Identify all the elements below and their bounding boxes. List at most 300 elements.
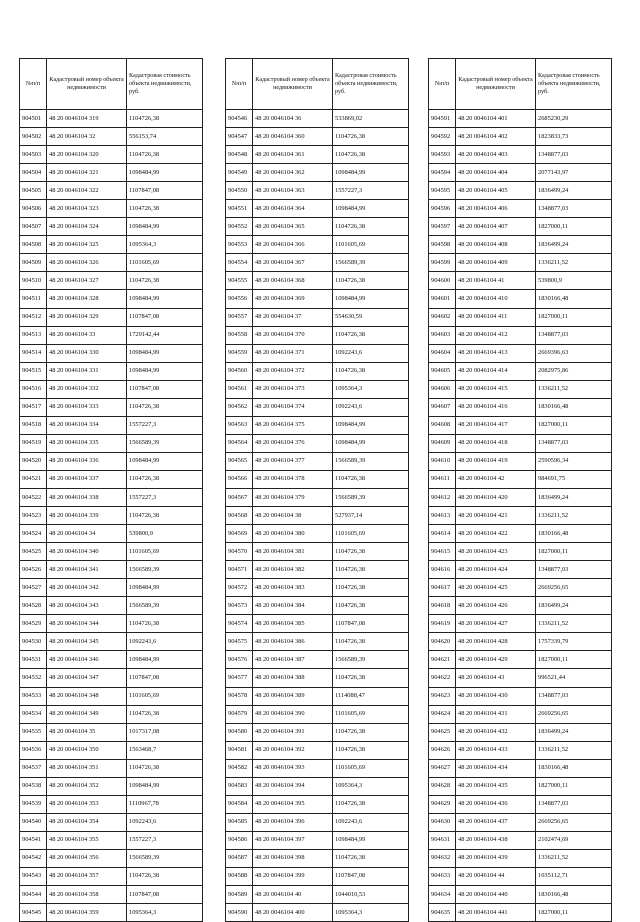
- row-number-cell: 904576: [226, 651, 253, 669]
- table-row: [429, 110, 612, 128]
- table-row: [226, 416, 409, 434]
- cadastral-number-cell: 48 20 0046104 435: [456, 777, 536, 795]
- cadastral-value-cell: 1836499,24: [536, 182, 612, 200]
- row-number-cell: 904604: [429, 344, 456, 362]
- cadastral-value-cell: 1566589,39: [333, 488, 409, 506]
- table-row: [226, 128, 409, 146]
- cadastral-value-cell: 1107847,08: [127, 380, 203, 398]
- cadastral-number-cell: 48 20 0046104 388: [253, 669, 333, 687]
- cadastral-table-2: [225, 58, 409, 922]
- cadastral-value-cell: 1101605,69: [127, 254, 203, 272]
- table-row: [429, 579, 612, 597]
- table-row: [20, 777, 203, 795]
- header-cadastral-value: Кадастровая стоимость объекта недвижимости, руб.: [536, 59, 612, 110]
- cadastral-value-cell: 1827000,11: [536, 218, 612, 236]
- row-number-cell: 904504: [20, 164, 47, 182]
- row-number-cell: 904553: [226, 236, 253, 254]
- row-number-cell: 904546: [226, 110, 253, 128]
- row-number-cell: 904544: [20, 886, 47, 904]
- cadastral-number-cell: 48 20 0046104 378: [253, 470, 333, 488]
- cadastral-number-cell: 48 20 0046104 330: [47, 344, 127, 362]
- cadastral-value-cell: 1830166,48: [536, 886, 612, 904]
- cadastral-number-cell: 48 20 0046104 369: [253, 290, 333, 308]
- cadastral-number-cell: 48 20 0046104 417: [456, 416, 536, 434]
- table-row: [226, 398, 409, 416]
- table-row: [20, 452, 203, 470]
- cadastral-number-cell: 48 20 0046104 440: [456, 886, 536, 904]
- cadastral-value-cell: 1104726,38: [333, 326, 409, 344]
- cadastral-value-cell: 1757339,79: [536, 633, 612, 651]
- cadastral-value-cell: 2590596,34: [536, 452, 612, 470]
- row-number-cell: 904528: [20, 597, 47, 615]
- cadastral-value-cell: 1827000,11: [536, 651, 612, 669]
- row-number-cell: 904526: [20, 561, 47, 579]
- row-number-cell: 904621: [429, 651, 456, 669]
- table-row: [20, 416, 203, 434]
- row-number-cell: 904572: [226, 579, 253, 597]
- cadastral-value-cell: 1827000,11: [536, 416, 612, 434]
- row-number-cell: 904507: [20, 218, 47, 236]
- cadastral-value-cell: 1104726,38: [333, 633, 409, 651]
- table-row: [226, 741, 409, 759]
- cadastral-number-cell: 48 20 0046104 422: [456, 525, 536, 543]
- table-row: [20, 741, 203, 759]
- cadastral-value-cell: 1104726,38: [333, 579, 409, 597]
- row-number-cell: 904513: [20, 326, 47, 344]
- cadastral-number-cell: 48 20 0046104 335: [47, 434, 127, 452]
- cadastral-value-cell: 1104726,38: [127, 759, 203, 777]
- cadastral-value-cell: 1107847,08: [127, 669, 203, 687]
- table-row: [429, 669, 612, 687]
- table-row: [429, 633, 612, 651]
- cadastral-value-cell: 1017317,08: [127, 723, 203, 741]
- cadastral-value-cell: 1827000,11: [536, 904, 612, 922]
- row-number-cell: 904559: [226, 344, 253, 362]
- cadastral-value-cell: 1092243,6: [333, 398, 409, 416]
- table-row: [226, 633, 409, 651]
- table-row: [226, 687, 409, 705]
- cadastral-number-cell: 48 20 0046104 408: [456, 236, 536, 254]
- cadastral-value-cell: 1348877,03: [536, 561, 612, 579]
- cadastral-number-cell: 48 20 0046104 404: [456, 164, 536, 182]
- cadastral-value-cell: 1104726,38: [333, 218, 409, 236]
- cadastral-value-cell: 1104726,38: [333, 849, 409, 867]
- row-number-cell: 904515: [20, 362, 47, 380]
- cadastral-value-cell: 1830166,48: [536, 525, 612, 543]
- row-number-cell: 904558: [226, 326, 253, 344]
- table-row: [226, 200, 409, 218]
- table-row: [429, 597, 612, 615]
- cadastral-value-cell: 1104726,38: [333, 597, 409, 615]
- cadastral-number-cell: 48 20 0046104 392: [253, 741, 333, 759]
- cadastral-number-cell: 48 20 0046104 36: [253, 110, 333, 128]
- row-number-cell: 904566: [226, 470, 253, 488]
- row-number-cell: 904600: [429, 272, 456, 290]
- row-number-cell: 904624: [429, 705, 456, 723]
- row-number-cell: 904603: [429, 326, 456, 344]
- cadastral-value-cell: 1098484,99: [333, 200, 409, 218]
- table-row: [20, 218, 203, 236]
- row-number-cell: 904503: [20, 146, 47, 164]
- cadastral-value-cell: 2102474,69: [536, 831, 612, 849]
- row-number-cell: 904529: [20, 615, 47, 633]
- table-row: [226, 543, 409, 561]
- table-row: [20, 164, 203, 182]
- cadastral-value-cell: 527937,14: [333, 507, 409, 525]
- table-row: [226, 813, 409, 831]
- table-row: [20, 326, 203, 344]
- cadastral-value-cell: 1098484,99: [333, 416, 409, 434]
- table-row: [429, 326, 612, 344]
- cadastral-number-cell: 48 20 0046104 343: [47, 597, 127, 615]
- cadastral-value-cell: 1566589,39: [127, 849, 203, 867]
- header-cadastral-value: Кадастровая стоимость объекта недвижимости, руб.: [127, 59, 203, 110]
- cadastral-number-cell: 48 20 0046104 398: [253, 849, 333, 867]
- cadastral-number-cell: 48 20 0046104 354: [47, 813, 127, 831]
- cadastral-value-cell: 533869,02: [333, 110, 409, 128]
- cadastral-value-cell: 1827000,11: [536, 308, 612, 326]
- cadastral-number-cell: 48 20 0046104 41: [456, 272, 536, 290]
- table-row: [226, 272, 409, 290]
- row-number-cell: 904605: [429, 362, 456, 380]
- cadastral-value-cell: 1348877,03: [536, 434, 612, 452]
- table-row: [226, 326, 409, 344]
- row-number-cell: 904628: [429, 777, 456, 795]
- row-number-cell: 904506: [20, 200, 47, 218]
- table-row: [20, 849, 203, 867]
- row-number-cell: 904596: [429, 200, 456, 218]
- row-number-cell: 904508: [20, 236, 47, 254]
- table-row: [429, 164, 612, 182]
- row-number-cell: 904505: [20, 182, 47, 200]
- cadastral-value-cell: 1098484,99: [127, 290, 203, 308]
- row-number-cell: 904589: [226, 886, 253, 904]
- row-number-cell: 904534: [20, 705, 47, 723]
- cadastral-number-cell: 48 20 0046104 411: [456, 308, 536, 326]
- row-number-cell: 904573: [226, 597, 253, 615]
- cadastral-number-cell: 48 20 0046104 430: [456, 687, 536, 705]
- cadastral-number-cell: 48 20 0046104 399: [253, 867, 333, 885]
- cadastral-number-cell: 48 20 0046104 410: [456, 290, 536, 308]
- cadastral-value-cell: 1830166,48: [536, 759, 612, 777]
- cadastral-value-cell: 1336211,52: [536, 507, 612, 525]
- cadastral-number-cell: 48 20 0046104 350: [47, 741, 127, 759]
- table-row: [20, 795, 203, 813]
- cadastral-value-cell: 1566589,39: [333, 254, 409, 272]
- row-number-cell: 904532: [20, 669, 47, 687]
- cadastral-number-cell: 48 20 0046104 338: [47, 488, 127, 506]
- table-row: [20, 886, 203, 904]
- cadastral-value-cell: 1104726,38: [333, 272, 409, 290]
- table-row: [20, 110, 203, 128]
- row-number-cell: 904531: [20, 651, 47, 669]
- table-row: [226, 362, 409, 380]
- row-number-cell: 904630: [429, 813, 456, 831]
- row-number-cell: 904514: [20, 344, 47, 362]
- table-row: [226, 525, 409, 543]
- cadastral-number-cell: 48 20 0046104 319: [47, 110, 127, 128]
- cadastral-value-cell: 1104726,38: [127, 615, 203, 633]
- cadastral-number-cell: 48 20 0046104 416: [456, 398, 536, 416]
- header-num: №п/п: [429, 59, 456, 110]
- row-number-cell: 904606: [429, 380, 456, 398]
- table-row: [429, 434, 612, 452]
- row-number-cell: 904561: [226, 380, 253, 398]
- table-row: [226, 904, 409, 922]
- row-number-cell: 904601: [429, 290, 456, 308]
- cadastral-value-cell: 1104726,38: [333, 146, 409, 164]
- row-number-cell: 904620: [429, 633, 456, 651]
- cadastral-value-cell: 539800,9: [536, 272, 612, 290]
- row-number-cell: 904594: [429, 164, 456, 182]
- table-row: [429, 831, 612, 849]
- row-number-cell: 904632: [429, 849, 456, 867]
- cadastral-value-cell: 1104726,38: [127, 470, 203, 488]
- table-row: [20, 633, 203, 651]
- cadastral-number-cell: 48 20 0046104 348: [47, 687, 127, 705]
- cadastral-number-cell: 48 20 0046104 405: [456, 182, 536, 200]
- row-number-cell: 904516: [20, 380, 47, 398]
- cadastral-value-cell: 556153,74: [127, 128, 203, 146]
- cadastral-value-cell: 2669256,65: [536, 813, 612, 831]
- row-number-cell: 904512: [20, 308, 47, 326]
- cadastral-number-cell: 48 20 0046104 406: [456, 200, 536, 218]
- cadastral-value-cell: 1566589,39: [333, 452, 409, 470]
- cadastral-value-cell: 1095364,3: [333, 904, 409, 922]
- cadastral-value-cell: 1101605,69: [333, 705, 409, 723]
- cadastral-number-cell: 48 20 0046104 425: [456, 579, 536, 597]
- cadastral-value-cell: 1336211,52: [536, 615, 612, 633]
- table-row: [226, 849, 409, 867]
- cadastral-value-cell: 1107847,08: [127, 308, 203, 326]
- cadastral-value-cell: 1563468,7: [127, 741, 203, 759]
- row-number-cell: 904592: [429, 128, 456, 146]
- cadastral-number-cell: 48 20 0046104 33: [47, 326, 127, 344]
- cadastral-number-cell: 48 20 0046104 341: [47, 561, 127, 579]
- cadastral-value-cell: 1095364,3: [333, 777, 409, 795]
- row-number-cell: 904590: [226, 904, 253, 922]
- table-row: [20, 723, 203, 741]
- table-row: [226, 218, 409, 236]
- table-row: [226, 561, 409, 579]
- cadastral-value-cell: 1107847,08: [333, 867, 409, 885]
- table-row: [20, 290, 203, 308]
- cadastral-value-cell: 539800,9: [127, 525, 203, 543]
- row-number-cell: 904607: [429, 398, 456, 416]
- row-number-cell: 904562: [226, 398, 253, 416]
- row-number-cell: 904614: [429, 525, 456, 543]
- table-row: [20, 308, 203, 326]
- table-row: [429, 488, 612, 506]
- row-number-cell: 904622: [429, 669, 456, 687]
- row-number-cell: 904567: [226, 488, 253, 506]
- row-number-cell: 904521: [20, 470, 47, 488]
- table-row: [226, 164, 409, 182]
- row-number-cell: 904543: [20, 867, 47, 885]
- cadastral-value-cell: 1107847,08: [333, 615, 409, 633]
- cadastral-number-cell: 48 20 0046104 433: [456, 741, 536, 759]
- cadastral-value-cell: 1104726,38: [127, 110, 203, 128]
- table-row: [20, 579, 203, 597]
- cadastral-number-cell: 48 20 0046104 329: [47, 308, 127, 326]
- row-number-cell: 904633: [429, 867, 456, 885]
- table-header-row: [20, 59, 203, 110]
- cadastral-value-cell: 1836499,24: [536, 597, 612, 615]
- table-row: [20, 236, 203, 254]
- cadastral-value-cell: 1104726,38: [127, 146, 203, 164]
- cadastral-value-cell: 1830166,48: [536, 290, 612, 308]
- table-row: [226, 344, 409, 362]
- table-row: [429, 904, 612, 922]
- row-number-cell: 904579: [226, 705, 253, 723]
- cadastral-number-cell: 48 20 0046104 402: [456, 128, 536, 146]
- cadastral-number-cell: 48 20 0046104 385: [253, 615, 333, 633]
- cadastral-value-cell: 1092243,6: [127, 813, 203, 831]
- row-number-cell: 904556: [226, 290, 253, 308]
- cadastral-number-cell: 48 20 0046104 325: [47, 236, 127, 254]
- table-row: [226, 254, 409, 272]
- table-row: [226, 488, 409, 506]
- cadastral-number-cell: 48 20 0046104 376: [253, 434, 333, 452]
- row-number-cell: 904555: [226, 272, 253, 290]
- table-row: [20, 128, 203, 146]
- cadastral-number-cell: 48 20 0046104 342: [47, 579, 127, 597]
- table-row: [20, 344, 203, 362]
- cadastral-value-cell: 1348877,03: [536, 795, 612, 813]
- table-row: [429, 651, 612, 669]
- cadastral-number-cell: 48 20 0046104 43: [456, 669, 536, 687]
- cadastral-number-cell: 48 20 0046104 334: [47, 416, 127, 434]
- table-row: [429, 741, 612, 759]
- cadastral-number-cell: 48 20 0046104 331: [47, 362, 127, 380]
- cadastral-number-cell: 48 20 0046104 42: [456, 470, 536, 488]
- table-row: [20, 615, 203, 633]
- cadastral-number-cell: 48 20 0046104 382: [253, 561, 333, 579]
- cadastral-value-cell: 1098484,99: [127, 579, 203, 597]
- table-row: [429, 344, 612, 362]
- row-number-cell: 904584: [226, 795, 253, 813]
- cadastral-number-cell: 48 20 0046104 391: [253, 723, 333, 741]
- table-row: [226, 705, 409, 723]
- cadastral-value-cell: 1729142,44: [127, 326, 203, 344]
- table-row: [226, 831, 409, 849]
- cadastral-number-cell: 48 20 0046104 434: [456, 759, 536, 777]
- cadastral-number-cell: 48 20 0046104 357: [47, 867, 127, 885]
- row-number-cell: 904524: [20, 525, 47, 543]
- cadastral-number-cell: 48 20 0046104 423: [456, 543, 536, 561]
- row-number-cell: 904518: [20, 416, 47, 434]
- cadastral-value-cell: 1566589,39: [127, 561, 203, 579]
- cadastral-value-cell: 554630,59: [333, 308, 409, 326]
- cadastral-value-cell: 1098484,99: [127, 164, 203, 182]
- cadastral-number-cell: 48 20 0046104 389: [253, 687, 333, 705]
- cadastral-number-cell: 48 20 0046104 439: [456, 849, 536, 867]
- cadastral-table-1: [19, 58, 203, 922]
- table-row: [226, 597, 409, 615]
- table-row: [429, 813, 612, 831]
- row-number-cell: 904635: [429, 904, 456, 922]
- cadastral-value-cell: 1114088,47: [333, 687, 409, 705]
- table-row: [226, 434, 409, 452]
- table-row: [20, 507, 203, 525]
- table-row: [20, 831, 203, 849]
- cadastral-value-cell: 1827000,11: [536, 777, 612, 795]
- table-row: [429, 561, 612, 579]
- row-number-cell: 904511: [20, 290, 47, 308]
- row-number-cell: 904541: [20, 831, 47, 849]
- cadastral-number-cell: 48 20 0046104 414: [456, 362, 536, 380]
- cadastral-value-cell: 1092243,6: [127, 633, 203, 651]
- cadastral-number-cell: 48 20 0046104 400: [253, 904, 333, 922]
- cadastral-value-cell: 1104726,38: [333, 128, 409, 146]
- table-row: [20, 904, 203, 922]
- table-row: [20, 398, 203, 416]
- cadastral-value-cell: 1830166,48: [536, 398, 612, 416]
- table-row: [226, 290, 409, 308]
- cadastral-value-cell: 1095364,3: [333, 380, 409, 398]
- table-row: [429, 218, 612, 236]
- row-number-cell: 904525: [20, 543, 47, 561]
- cadastral-number-cell: 48 20 0046104 403: [456, 146, 536, 164]
- cadastral-number-cell: 48 20 0046104 394: [253, 777, 333, 795]
- row-number-cell: 904593: [429, 146, 456, 164]
- table-row: [429, 795, 612, 813]
- cadastral-number-cell: 48 20 0046104 339: [47, 507, 127, 525]
- cadastral-number-cell: 48 20 0046104 432: [456, 723, 536, 741]
- table-row: [20, 362, 203, 380]
- cadastral-value-cell: 1104726,38: [127, 867, 203, 885]
- table-row: [226, 867, 409, 885]
- table-row: [226, 669, 409, 687]
- table-row: [20, 272, 203, 290]
- cadastral-value-cell: 1104726,38: [127, 507, 203, 525]
- table-row: [429, 777, 612, 795]
- cadastral-value-cell: 1104726,38: [333, 470, 409, 488]
- cadastral-number-cell: 48 20 0046104 362: [253, 164, 333, 182]
- cadastral-number-cell: 48 20 0046104 332: [47, 380, 127, 398]
- table-row: [20, 200, 203, 218]
- cadastral-value-cell: 1104726,38: [333, 362, 409, 380]
- cadastral-value-cell: 1348877,03: [536, 200, 612, 218]
- cadastral-value-cell: 1104726,38: [127, 398, 203, 416]
- row-number-cell: 904540: [20, 813, 47, 831]
- table-row: [20, 669, 203, 687]
- row-number-cell: 904623: [429, 687, 456, 705]
- cadastral-number-cell: 48 20 0046104 38: [253, 507, 333, 525]
- cadastral-number-cell: 48 20 0046104 380: [253, 525, 333, 543]
- cadastral-value-cell: 1107847,08: [127, 886, 203, 904]
- cadastral-value-cell: 2077143,97: [536, 164, 612, 182]
- table-row: [20, 705, 203, 723]
- row-number-cell: 904522: [20, 488, 47, 506]
- cadastral-number-cell: 48 20 0046104 384: [253, 597, 333, 615]
- cadastral-number-cell: 48 20 0046104 351: [47, 759, 127, 777]
- table-row: [429, 146, 612, 164]
- cadastral-value-cell: 984691,75: [536, 470, 612, 488]
- table-row: [429, 723, 612, 741]
- row-number-cell: 904574: [226, 615, 253, 633]
- cadastral-value-cell: 1336211,52: [536, 254, 612, 272]
- row-number-cell: 904568: [226, 507, 253, 525]
- cadastral-value-cell: 1044010,53: [333, 886, 409, 904]
- cadastral-value-cell: 1098484,99: [127, 452, 203, 470]
- cadastral-value-cell: 1104726,38: [333, 741, 409, 759]
- header-num: №п/п: [226, 59, 253, 110]
- cadastral-number-cell: 48 20 0046104 364: [253, 200, 333, 218]
- cadastral-number-cell: 48 20 0046104 431: [456, 705, 536, 723]
- row-number-cell: 904585: [226, 813, 253, 831]
- cadastral-number-cell: 48 20 0046104 415: [456, 380, 536, 398]
